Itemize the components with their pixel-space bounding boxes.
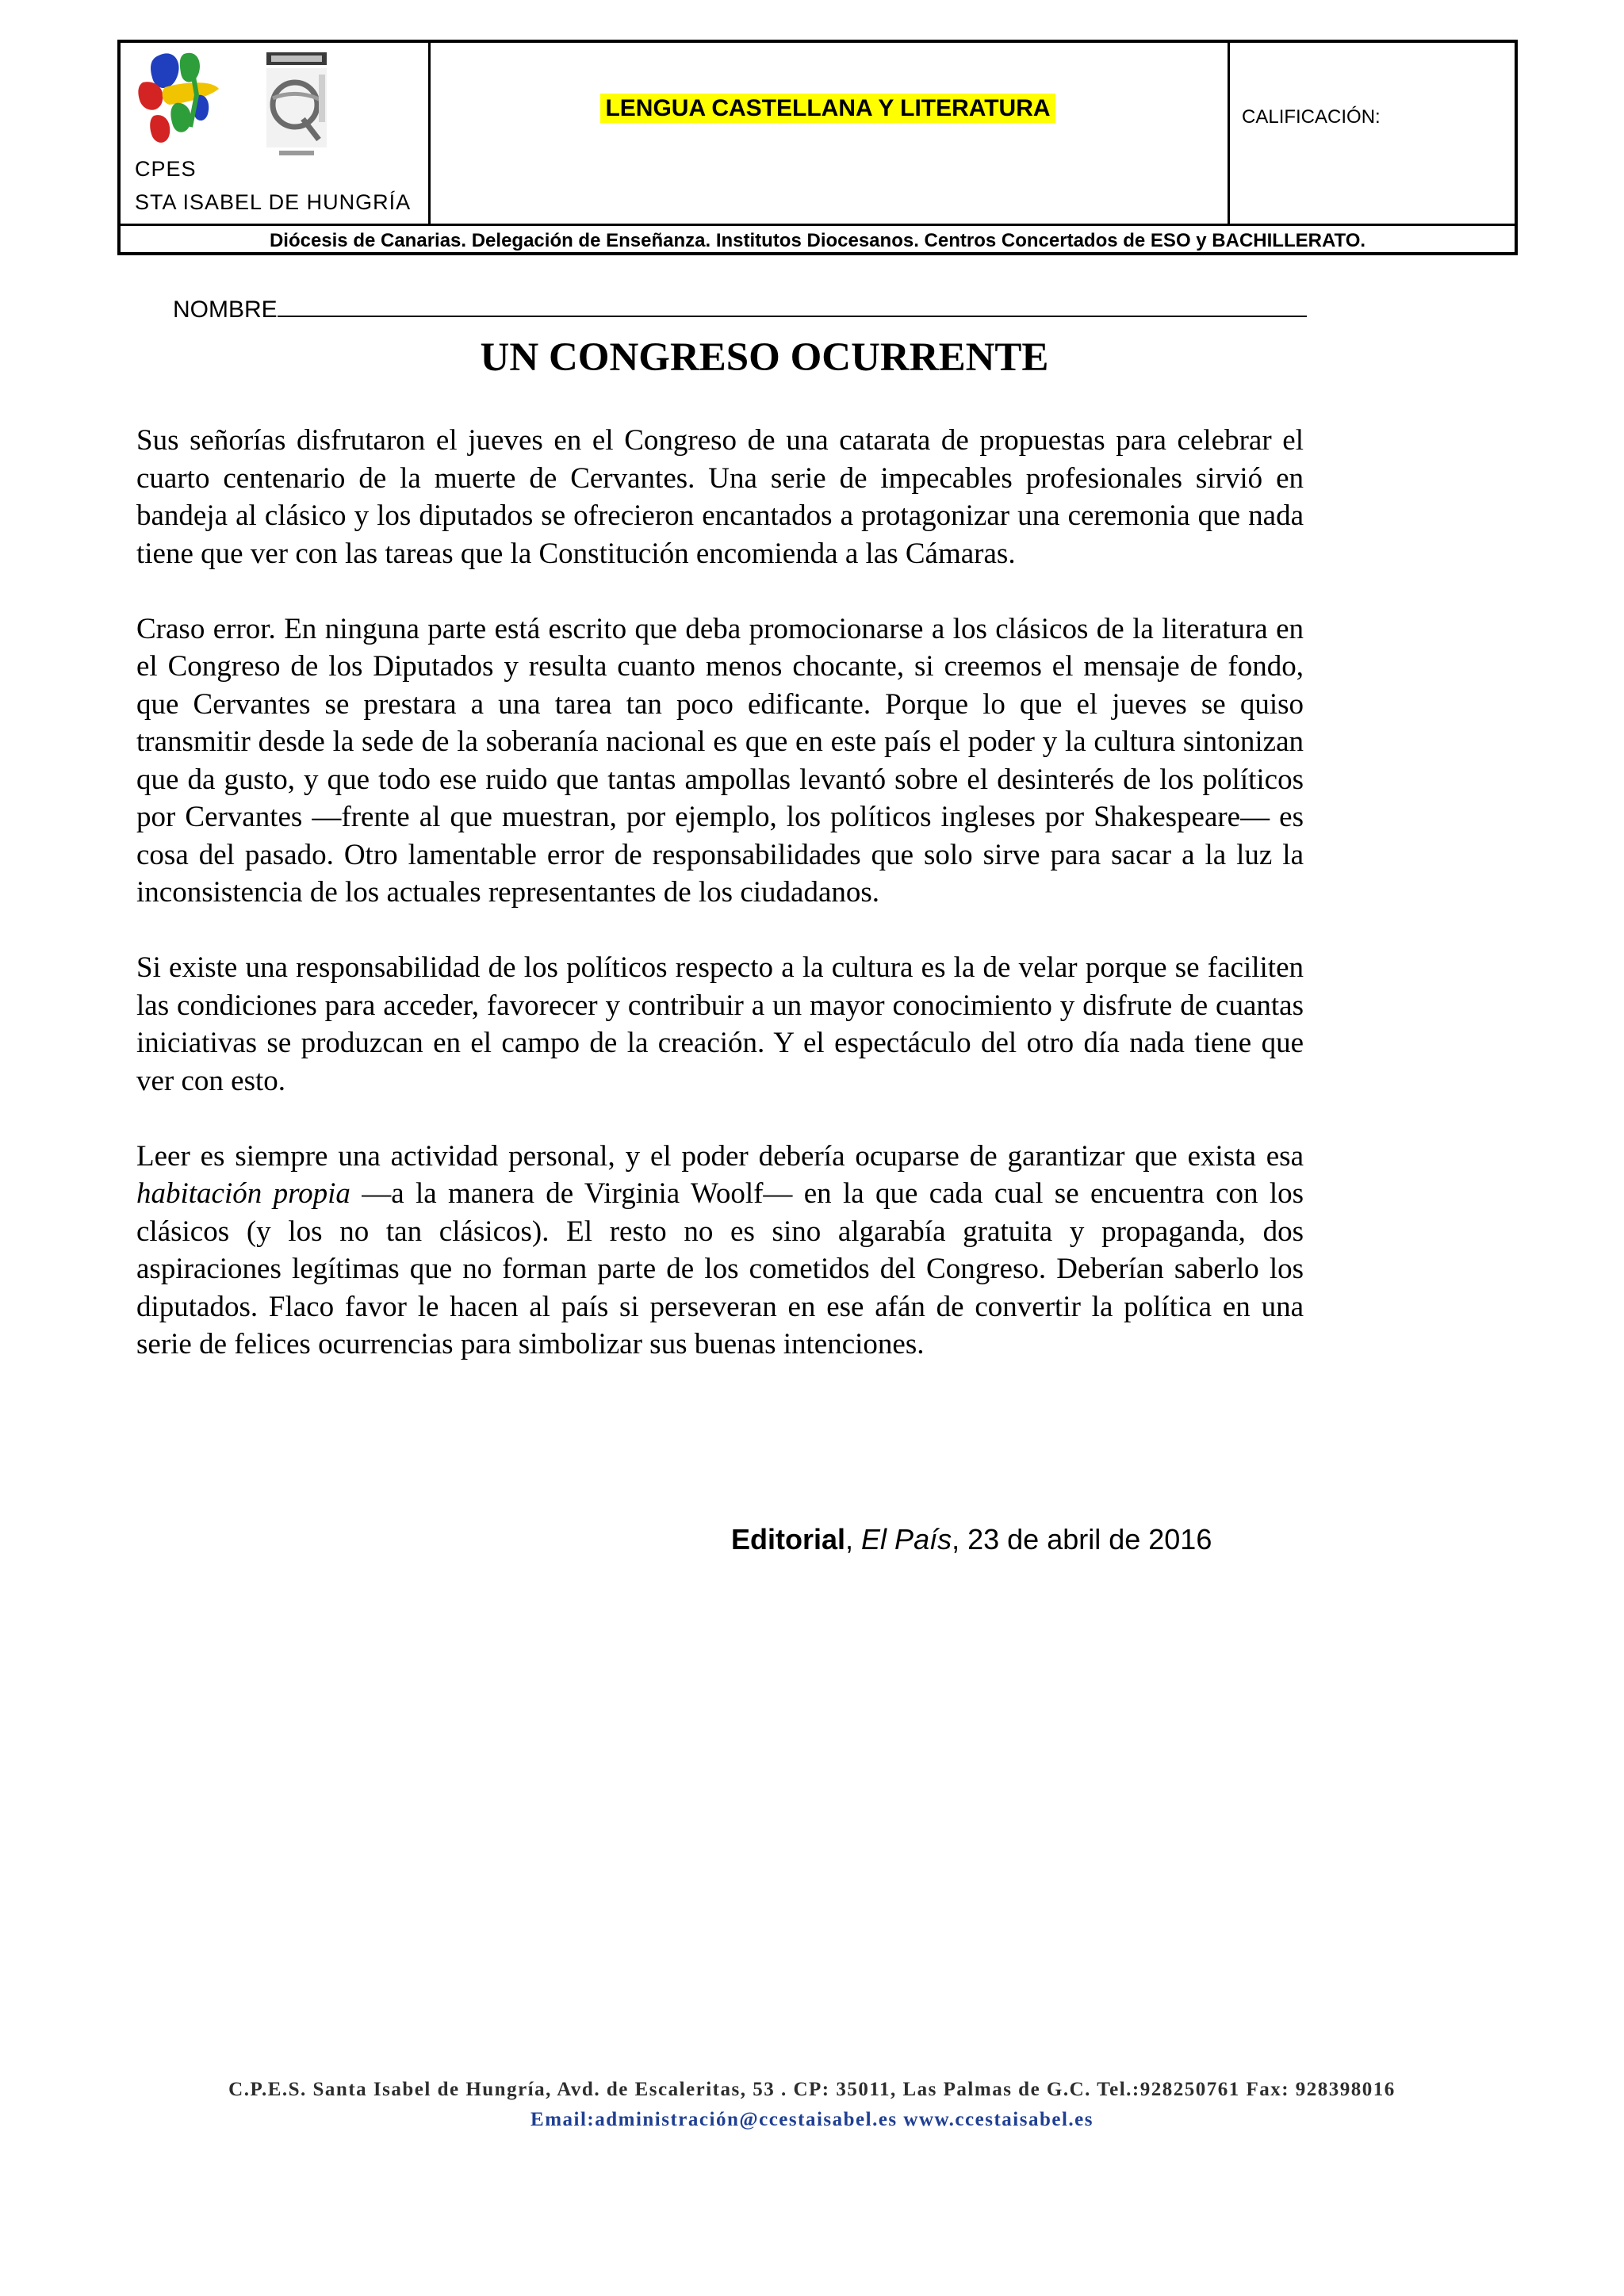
article-title: UN CONGRESO OCURRENTE: [480, 335, 1049, 380]
school-logo-icon: [135, 48, 222, 149]
article-paragraph-3: Si existe una responsabilidad de los políticos respecto a la cultura es la de velar porque se faciliten las condiciones para acceder, favorecer y contribuir a un mayor conocimiento y disfrute de cuantas iniciativas se produzcan en el campo de la creación. Y el espectáculo del otro día nada tiene que ver con esto.: [136, 951, 1304, 1097]
article-paragraph-2: Craso error. En ninguna parte está escrito que deba promocionarse a los clásicos de la literatura en el Congreso de los Diputados y resulta cuanto menos chocante, si creemos el mensaje de fondo, que Cervantes se prestara a una tarea tan poco edificante. Porque lo que el jueves se quiso transmitir desde la sede de la soberanía nacional es que en este país el poder y la cultura sintonizan que da gusto, y que todo ese ruido que tantas ampollas levantó sobre el desinterés de los políticos por Cervantes —frente al que muestran, por ejemplo, los políticos ingleses por Shakespeare— es cosa del pasado. Otro lamentable error de responsabilidades que solo sirve para sacar a la luz la inconsistencia de los actuales representantes de los ciudadanos.: [136, 612, 1304, 909]
footer-contact: Email:administración@ccestaisabel.es www.ccestaisabel.es: [530, 2109, 1094, 2130]
article-paragraph-4: [136, 1138, 1304, 1364]
paragraph-4-end: —a la manera de Virginia Woolf— en la que cada cual se encuentra con los clásicos (y los no tan clásicos). El resto no es sino algarabía gratuita y propaganda, dos aspiraciones legítimas que no forman parte de los cometidos del Congreso. Deberían saberlo los diputados. Flaco favor le hacen al país si perseveran en ese afán de convertir la política en una serie de felices ocurrencias para simbolizar sus buenas intenciones.: [136, 1177, 1304, 1360]
subject-cell: [428, 43, 1230, 224]
name-field-row: [173, 295, 1307, 323]
grade-label: CALIFICACIÓN:: [1242, 106, 1381, 128]
source-separator: ,: [845, 1523, 862, 1556]
header-top-row: [121, 43, 1515, 226]
grade-cell[interactable]: [1228, 43, 1515, 224]
source-type: Editorial: [731, 1523, 846, 1556]
paragraph-4-italic: habitación propia: [136, 1177, 350, 1210]
source-date: , 23 de abril de 2016: [952, 1523, 1212, 1556]
article-body: [136, 422, 1304, 1401]
paragraph-4-start: Leer es siempre una actividad personal, y el poder debería ocuparse de garantizar que exista esa: [136, 1139, 1304, 1173]
footer-address: C.P.E.S. Santa Isabel de Hungría, Avd. de Escaleritas, 53 . CP: 35011, Las Palmas de G.C. Tel.:928250761 Fax: 928398016: [228, 2079, 1396, 2100]
school-name-line1: CPES: [135, 157, 197, 181]
school-name-line2: STA ISABEL DE HUNGRÍA: [135, 190, 412, 214]
name-label: NOMBRE: [173, 297, 278, 323]
article-paragraph-1: Sus señorías disfrutaron el jueves en el Congreso de una catarata de propuestas para celebrar el cuarto centenario de la muerte de Cervantes. Una serie de impecables profesionales sirvió en bandeja al clásico y los diputados se ofrecieron encantados a protagonizar una ceremonia que nada tiene que ver con las tareas que la Constitución encomienda a las Cámaras.: [136, 424, 1304, 570]
article-source: [731, 1523, 1212, 1556]
source-publication: El País: [861, 1523, 952, 1556]
school-logo-cell: [121, 43, 431, 224]
subject-highlight: LENGUA CASTELLANA Y LITERATURA: [600, 94, 1055, 123]
subject-title: [428, 95, 1228, 122]
name-input-line[interactable]: [278, 295, 1307, 317]
diocese-line: Diócesis de Canarias. Delegación de Enseñanza. Institutos Diocesanos. Centros Concertados de ESO y BACHILLERATO.: [269, 230, 1366, 251]
document-header: [117, 40, 1518, 255]
quality-seal-icon: [263, 51, 330, 162]
